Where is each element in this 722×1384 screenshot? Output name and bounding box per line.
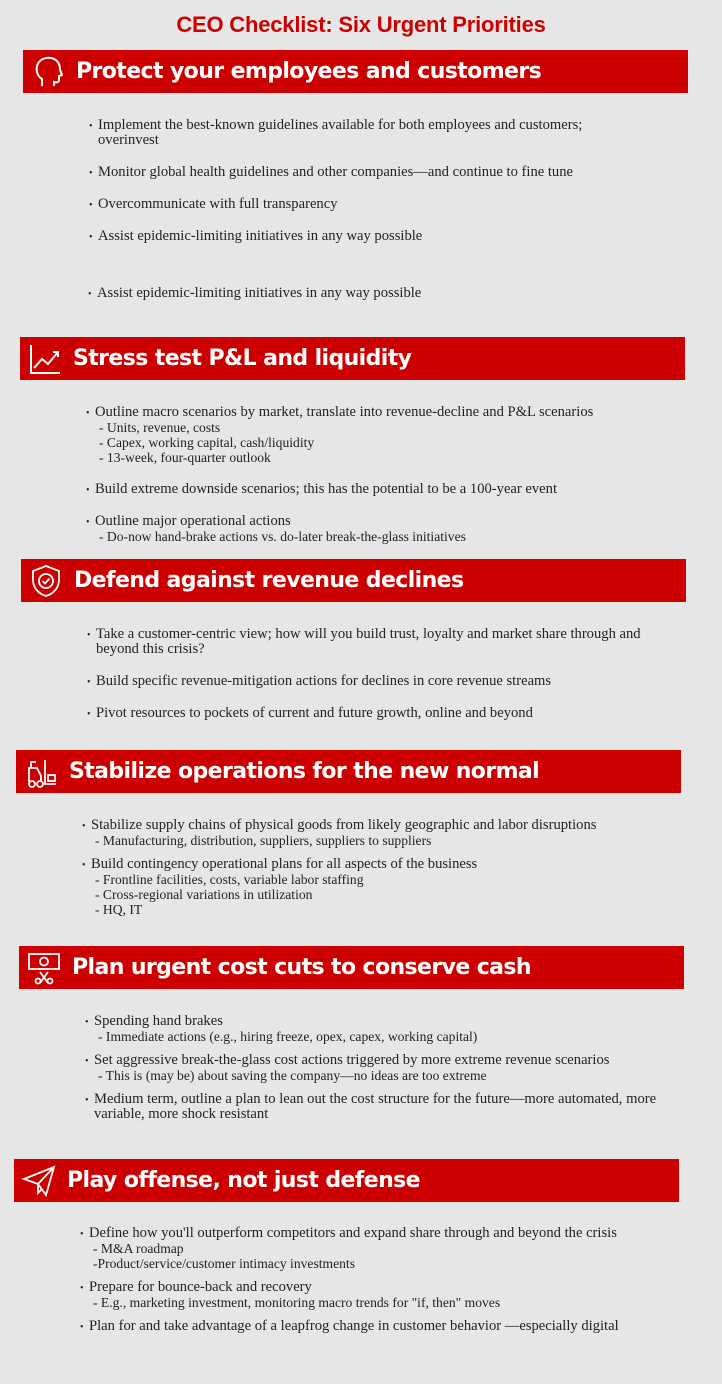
section-heading: Plan urgent cost cuts to conserve cash: [72, 955, 531, 980]
list-item: • Build specific revenue-mitigation actions for declines in core revenue streams: [87, 674, 677, 689]
section-list-cost: [85, 1014, 685, 1131]
section-banner-defend: [21, 559, 686, 602]
paper-plane-icon: [19, 1161, 59, 1201]
section-heading: Stabilize operations for the new normal: [69, 759, 540, 784]
list-item: • Outline macro scenarios by market, translate into revenue-decline and P&L scenarios - Units, revenue, costs - Capex, working capital, cash/liquidity - 13-week, four-quarter outlook: [86, 405, 686, 465]
section-heading: Stress test P&L and liquidity: [73, 346, 412, 371]
list-item: • Take a customer-centric view; how will you build trust, loyalty and market share through and beyond this crisis?: [87, 627, 677, 657]
list-item: • Define how you'll outperform competitors and expand share through and beyond the crisis - M&A roadmap -Product/service/customer intimacy investments: [80, 1226, 690, 1271]
section-banner-stabilize: [16, 750, 681, 793]
section-heading: Play offense, not just defense: [67, 1168, 420, 1193]
section-banner-stress: [20, 337, 685, 380]
section-list-offense: [80, 1226, 690, 1343]
list-item: • Stabilize supply chains of physical goods from likely geographic and labor disruptions - Manufacturing, distribution, suppliers, suppliers to suppliers: [82, 818, 682, 848]
list-item: • Medium term, outline a plan to lean out the cost structure for the future—more automated, more variable, more shock resistant: [85, 1092, 685, 1122]
list-item: • Assist epidemic-limiting initiatives in any way possible: [88, 286, 609, 301]
line-chart-icon: [25, 339, 65, 379]
list-item: • Build contingency operational plans for all aspects of the business - Frontline facilities, costs, variable labor staffing - Cross-regional variations in utilization - HQ, IT: [82, 857, 682, 917]
section-list-protect: [89, 118, 609, 318]
section-heading: Defend against revenue declines: [74, 568, 464, 593]
list-item: • Plan for and take advantage of a leapfrog change in customer behavior —especially digital: [80, 1319, 690, 1334]
forklift-icon: [21, 752, 61, 792]
list-item: • Build extreme downside scenarios; this has the potential to be a 100-year event: [86, 482, 686, 497]
page-title: CEO Checklist: Six Urgent Priorities: [176, 12, 546, 37]
section-list-defend: [87, 627, 677, 738]
head-icon: [28, 52, 68, 92]
list-item: • Assist epidemic-limiting initiatives in any way possible: [89, 229, 609, 244]
shield-icon: [26, 561, 66, 601]
list-item: • Prepare for bounce-back and recovery - E.g., marketing investment, monitoring macro trends for "if, then" moves: [80, 1280, 690, 1310]
list-item: • Implement the best-known guidelines available for both employees and customers; overinvest: [89, 118, 609, 148]
list-item: • Spending hand brakes - Immediate actions (e.g., hiring freeze, opex, capex, working capital): [85, 1014, 685, 1044]
list-item: • Overcommunicate with full transparency: [89, 197, 609, 212]
section-list-stress: [86, 405, 686, 561]
section-banner-cost: [19, 946, 684, 989]
list-item: • Set aggressive break-the-glass cost actions triggered by more extreme revenue scenarios - This is (may be) about saving the company—no ideas are too extreme: [85, 1053, 685, 1083]
list-item: • Monitor global health guidelines and other companies—and continue to fine tune: [89, 165, 609, 180]
money-scissors-icon: [24, 948, 64, 988]
list-item: • Pivot resources to pockets of current and future growth, online and beyond: [87, 706, 677, 721]
section-banner-offense: [14, 1159, 679, 1202]
section-banner-protect: [23, 50, 688, 93]
list-item: • Outline major operational actions - Do-now hand-brake actions vs. do-later break-the-glass initiatives: [86, 514, 686, 544]
section-heading: Protect your employees and customers: [76, 59, 542, 84]
section-list-stabilize: [82, 818, 682, 926]
